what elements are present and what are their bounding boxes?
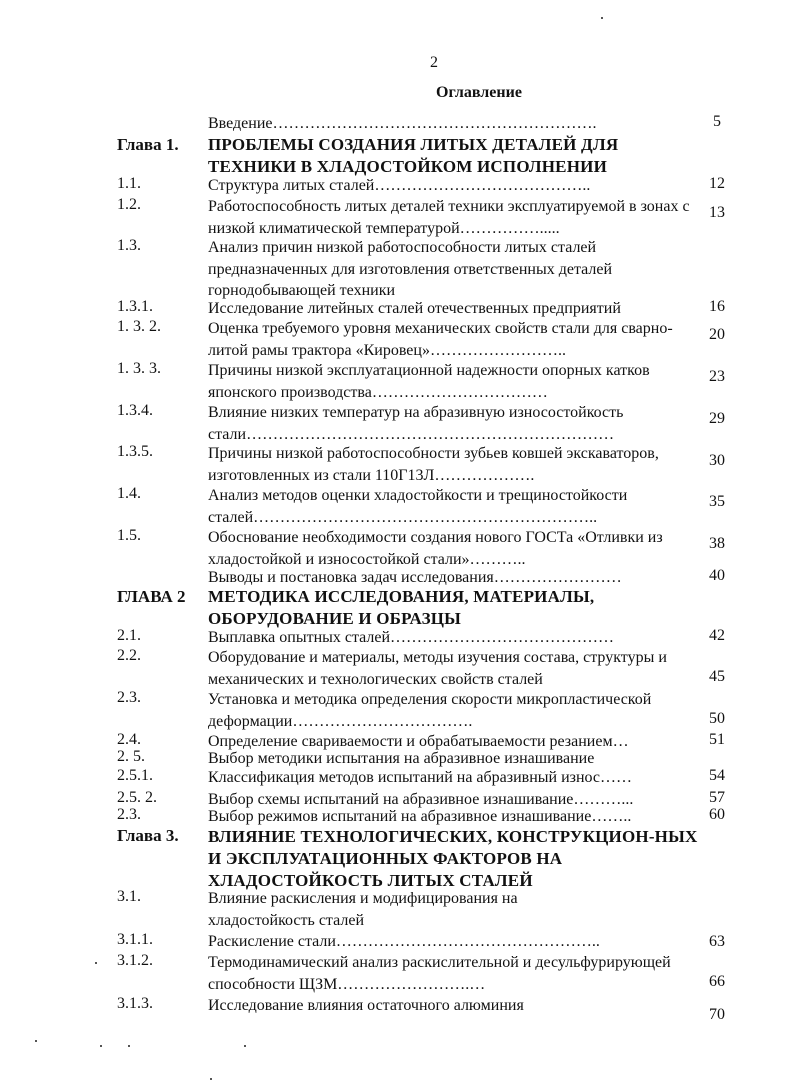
toc-page: 45: [709, 668, 725, 685]
toc-page: 12: [709, 175, 725, 192]
scan-speck: [244, 1045, 246, 1047]
toc-text: Оценка требуемого уровня механических свойств стали для сварно-литой рамы трактора «Кировец»……………………..: [208, 320, 673, 359]
toc-page: 54: [709, 767, 725, 784]
toc-text: Исследование литейных сталей отечественных предприятий: [208, 300, 621, 317]
toc-num: 2.2.: [117, 647, 141, 664]
toc-page: 29: [709, 410, 725, 427]
toc-num: 2.3.: [117, 806, 141, 823]
toc-page: 5: [713, 113, 721, 130]
toc-page: 51: [709, 731, 725, 748]
toc-text: Раскисление стали…………………………………………..: [208, 933, 600, 950]
toc-num: 2.4.: [117, 731, 141, 748]
toc-num: 1.3.5.: [117, 443, 153, 460]
toc-num: 1.1.: [117, 175, 141, 192]
toc-page: 60: [709, 806, 725, 823]
toc-text: Определение свариваемости и обрабатываемости резанием…: [208, 733, 629, 750]
toc-text: Обоснование необходимости создания нового ГОСТа «Отливки из хладостойкой и износостойкой стали»………..: [208, 529, 663, 568]
toc-text: Выводы и постановка задач исследования……………………: [208, 569, 622, 586]
toc-text: Анализ причин низкой работоспособности литых сталей предназначенных для изготовления ответственных деталей горнодобывающей техники: [208, 239, 613, 299]
toc-text: Причины низкой эксплуатационной надежности опорных катков японского производства……………………………: [208, 362, 650, 401]
toc-page: 50: [709, 710, 725, 727]
toc-text: Структура литых сталей…………………………………..: [208, 177, 591, 194]
toc-num: 1.3.1.: [117, 298, 153, 315]
toc-page: 13: [709, 204, 725, 221]
toc-text: Анализ методов оценки хладостойкости и трещиностойкости сталей………………………………………………………..: [208, 487, 628, 526]
toc-num: 1.4.: [117, 485, 141, 502]
toc-text: Влияние низких температур на абразивную износостойкость стали……………………………………………………………: [208, 404, 624, 443]
toc-page: 57: [709, 789, 725, 806]
toc-page: 23: [709, 368, 725, 385]
scan-speck: [128, 1045, 130, 1047]
toc-num: 2.1.: [117, 627, 141, 644]
toc-page: 35: [709, 493, 725, 510]
toc-num: 2.5.1.: [117, 767, 153, 784]
scan-speck: [35, 1040, 37, 1042]
toc-text: Оборудование и материалы, методы изучения состава, структуры и механических и технологических свойств сталей: [208, 649, 667, 688]
scan-speck: [601, 17, 603, 19]
scan-speck: [95, 962, 97, 964]
toc-text: Установка и методика определения скорости микропластической деформации…………………………….: [208, 691, 652, 730]
toc-page: 30: [709, 452, 725, 469]
toc-num: Глава 1.: [117, 135, 179, 154]
toc-text: Термодинамический анализ раскислительной и десульфурирующей способности ЩЗМ…………………….…: [208, 954, 671, 993]
toc-num: 3.1.1.: [117, 931, 153, 948]
toc-num: 1. 3. 2.: [117, 318, 161, 335]
toc-text: Выбор схемы испытаний на абразивное изнашивание………...: [208, 791, 634, 808]
toc-text: Выплавка опытных сталей……………………………………: [208, 629, 615, 646]
toc-page: 40: [709, 567, 725, 584]
toc-num: 3.1.: [117, 888, 141, 905]
toc-text: Выбор режимов испытаний на абразивное изнашивание……..: [208, 808, 632, 825]
toc-text: Причины низкой работоспособности зубьев ковшей экскаваторов, изготовленных из стали 110Г13Л……………….: [208, 445, 659, 484]
toc-text: ПРОБЛЕМЫ СОЗДАНИЯ ЛИТЫХ ДЕТАЛЕЙ ДЛЯ ТЕХНИКИ В ХЛАДОСТОЙКОМ ИСПОЛНЕНИИ: [208, 135, 619, 176]
toc-page: 42: [709, 627, 725, 644]
toc-page: 16: [709, 298, 725, 315]
toc-text: Классификация методов испытаний на абразивный износ……: [208, 769, 633, 786]
toc-num: 1.2.: [117, 196, 141, 213]
toc-num: 3.1.2.: [117, 952, 153, 969]
toc-page: 70: [709, 1006, 725, 1023]
toc-num: 3.1.3.: [117, 995, 153, 1012]
toc-num: ГЛАВА 2: [117, 587, 186, 606]
toc-page: 66: [709, 973, 725, 990]
toc-num: 1. 3. 3.: [117, 360, 161, 377]
toc-text: МЕТОДИКА ИССЛЕДОВАНИЯ, МАТЕРИАЛЫ, ОБОРУДОВАНИЕ И ОБРАЗЦЫ: [208, 587, 595, 628]
toc-text: Влияние раскисления и модифицирования на хладостойкость сталей: [208, 890, 518, 929]
toc-text: Исследование влияния остаточного алюминия: [208, 997, 524, 1014]
page-title: Оглавление: [436, 84, 522, 101]
page-number: 2: [430, 54, 438, 71]
toc-num: 1.3.: [117, 237, 141, 254]
toc-text: Введение…………………………………………………….: [208, 115, 597, 132]
toc-text: ВЛИЯНИЕ ТЕХНОЛОГИЧЕСКИХ, КОНСТРУКЦИОН-НЫХ И ЭКСПЛУАТАЦИОННЫХ ФАКТОРОВ НА ХЛАДОСТОЙКОСТЬ ЛИТЫХ СТАЛЕЙ: [208, 827, 698, 890]
scan-speck: [100, 1045, 102, 1047]
toc-page: 38: [709, 535, 725, 552]
scan-speck: [210, 1078, 212, 1080]
toc-num: 1.5.: [117, 527, 141, 544]
toc-text: Выбор методики испытания на абразивное изнашивание: [208, 750, 595, 767]
toc-page: 20: [709, 326, 725, 343]
toc-num: 2.5. 2.: [117, 789, 157, 806]
toc-num: 2. 5.: [117, 748, 145, 765]
toc-num: 2.3.: [117, 689, 141, 706]
toc-text: Работоспособность литых деталей техники эксплуатируемой в зонах с низкой климатической температурой…………….....: [208, 198, 690, 237]
toc-num: Глава 3.: [117, 826, 179, 845]
toc-num: 1.3.4.: [117, 402, 153, 419]
toc-page: 63: [709, 933, 725, 950]
